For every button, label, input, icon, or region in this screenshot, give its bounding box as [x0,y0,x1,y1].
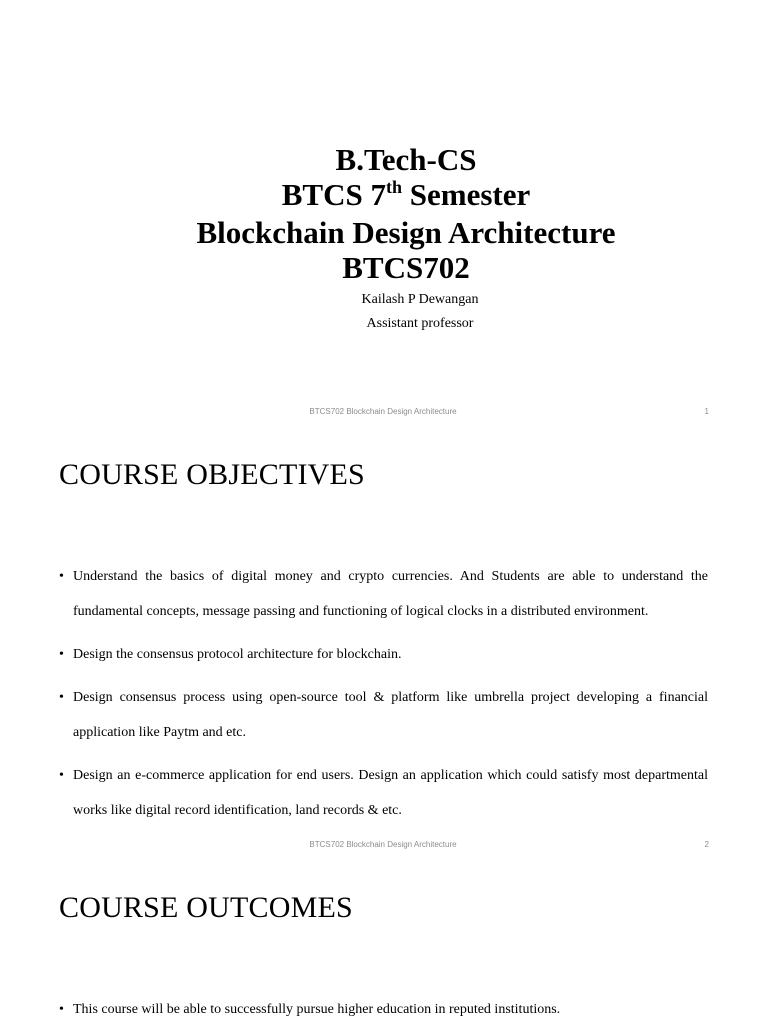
bullet-icon: • [59,1002,64,1017]
course-title: Blockchain Design Architecture [196,215,616,250]
semester-ordinal-suffix: th [385,176,402,197]
footer-text: BTCS702 Blockchain Design Architecture [309,840,457,849]
slide-footer [0,840,768,852]
list-item-text: Design an e-commerce application for end users. Design an application which could satisfy most departmental works like digital record identification, land records & etc. [73,768,708,818]
footer-text: BTCS702 Blockchain Design Architecture [309,407,457,416]
slide-title [0,143,768,285]
section-heading: COURSE OBJECTIVES [59,458,365,491]
semester-title [0,178,768,217]
list-item-text: Design consensus process using open-source tool & platform like umbrella project developing a financial application like Paytm and etc. [73,690,708,740]
objectives-slide [0,433,768,866]
outcomes-slide [0,866,768,1024]
page-number: 1 [704,407,709,416]
list-item [59,992,708,1027]
bullet-icon: • [59,768,64,783]
section-heading: COURSE OUTCOMES [59,891,353,924]
course-code: BTCS702 [342,249,470,285]
list-item [59,637,708,672]
author-role: Assistant professor [366,315,474,331]
author-block [0,288,768,335]
program-title: B.Tech-CS [335,142,477,177]
author-name: Kailash P Dewangan [361,292,479,307]
objectives-list [59,559,708,836]
list-item-text: This course will be able to successfully pursue higher education in reputed institutions. [73,1002,561,1017]
bullet-icon: • [59,647,64,662]
list-item [59,680,708,750]
list-item-text: Design the consensus protocol architecture for blockchain. [73,647,402,662]
bullet-icon: • [59,690,64,705]
bullet-icon: • [59,569,64,584]
semester-prefix: BTCS 7 [281,176,386,212]
outcomes-list [59,992,708,1035]
list-item [59,758,708,828]
list-item [59,559,708,629]
title-slide [0,0,768,433]
page-number: 2 [704,840,709,849]
semester-word: Semester [402,176,531,212]
slide-footer [0,407,768,419]
list-item-text: Understand the basics of digital money and crypto currencies. And Students are able to understand the fundamental concepts, message passing and functioning of logical clocks in a distributed environment. [73,569,708,619]
